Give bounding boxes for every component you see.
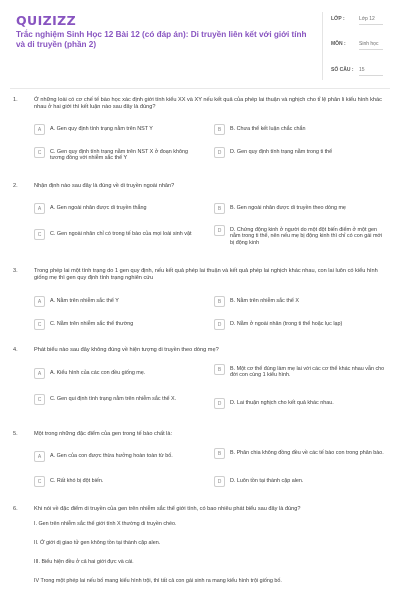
option-d[interactable] [214,225,386,246]
option-letter: A [34,203,45,214]
option-b[interactable] [214,124,386,135]
statement-1: I. Gen trên nhiễm sắc thể giới tính X thường di truyền chéo. [34,521,177,527]
option-text: B. Gen ngoài nhân được di truyền theo dòng mẹ [230,204,346,211]
option-text: C. Rất khó bị đột biến. [50,477,104,484]
meta-class-value: Lớp 12 [359,16,383,25]
option-text: A. Gen ngoài nhân được di truyền thẳng [50,204,147,211]
option-c[interactable] [34,319,204,330]
option-text: C. Gen ngoài nhân chỉ có trong tế bào của mọi loài sinh vật [50,230,192,237]
option-letter: A [34,124,45,135]
statement-4: IV Trong một phép lai nếu bố mang kiểu hình trội, thì tất cả con gái sinh ra mang kiểu hình trội giống bố. [34,578,282,584]
option-b[interactable] [214,296,386,307]
option-text: D. Nằm ở ngoài nhân (trong ti thể hoặc lục lạp) [230,320,343,327]
option-letter: D [214,319,225,330]
question-number: 6. [13,506,18,512]
option-d[interactable] [214,398,386,409]
statement-3: III. Biểu hiện đều ở cả hai giới đực và cái. [34,559,134,565]
question-text: Khi nói về đặc điểm di truyền của gen trên nhiễm sắc thể giới tính, có bao nhiêu phát biểu sau đây là đúng? [34,506,301,512]
option-text: B. Nằm trên nhiễm sắc thể X [230,297,299,304]
meta-count-label: SỐ CÂU : [331,67,354,73]
option-d[interactable] [214,147,386,158]
question-number: 2. [13,183,18,189]
option-text: B. Chưa thể kết luận chắc chắn [230,125,306,132]
option-c[interactable] [34,147,204,162]
option-c[interactable] [34,476,204,487]
option-a[interactable] [34,451,204,462]
option-text: C. Nằm trên nhiễm sắc thể thường [50,320,134,327]
option-b[interactable] [214,203,386,214]
option-letter: C [34,229,45,240]
option-letter: D [214,147,225,158]
quizizz-logo[interactable]: QUIZIZZ [16,13,77,28]
header-divider [10,88,390,89]
option-b[interactable] [214,364,386,379]
option-letter: B [214,296,225,307]
question-number: 1. [13,97,18,103]
option-letter: C [34,147,45,158]
option-text: A. Gen quy định tính trạng nằm trên NST Y [50,125,153,132]
question-number: 5. [13,431,18,437]
option-letter: D [214,398,225,409]
option-a[interactable] [34,203,204,214]
option-letter: A [34,296,45,307]
meta-count-value: 15 [359,67,383,76]
option-b[interactable] [214,448,386,459]
option-text: B. Phân chia không đồng đều về các tế bào con trong phân bào. [230,449,384,456]
header [0,0,400,88]
option-text: D. Chứng động kinh ở người do một đột biến điểm ở một gen nằm trong ti thể, nên nếu mẹ bị động kinh thì chỉ có con gái mới bị động kinh [230,226,383,246]
option-letter: A [34,368,45,379]
option-text: D. Luôn tồn tại thành cặp alen. [230,477,304,484]
meta-subject-value: Sinh học [359,41,383,50]
option-a[interactable] [34,296,204,307]
option-text: A. Kiểu hình của các con đều giống mẹ. [50,369,146,376]
option-text: D. Lai thuận nghịch cho kết quả khác nhau. [230,399,334,406]
question-text: Nhận định nào sau đây là đúng về di truyền ngoài nhân? [34,183,175,189]
option-text: D. Gen quy định tính trạng nằm trong ti thể [230,148,333,155]
option-letter: B [214,448,225,459]
option-letter: D [214,476,225,487]
option-letter: D [214,225,225,236]
question-text: Một trong những đặc điểm của gen trong tế bào chất là: [34,431,173,437]
option-c[interactable] [34,229,204,240]
question-number: 3. [13,268,18,274]
statement-2: II. Ở giới dị giao tử gen không tồn tại thành cặp alen. [34,540,161,546]
meta-class [331,16,383,25]
option-letter: B [214,364,225,375]
option-text: C. Gen quy định tính trạng nằm trên NST X ở đoạn không tương đồng với nhiễm sắc thể Y [50,148,188,161]
option-text: C. Gen qui định tính trạng nằm trên nhiễm sắc thể X. [50,395,177,402]
option-d[interactable] [214,476,386,487]
option-letter: C [34,319,45,330]
meta-subject-label: MÔN : [331,41,346,47]
question-text: Ở những loài có cơ chế tế bào học xác định giới tính kiểu XX và XY nếu kết quả của phép lai thuận và nghịch cho tỉ lệ phân li kiểu hình khác nhau ở hai giới thì kết luận nào sau đây là đúng? [34,97,382,110]
option-letter: A [34,451,45,462]
option-letter: C [34,476,45,487]
meta-subject [331,41,383,50]
option-d[interactable] [214,319,386,330]
option-letter: B [214,203,225,214]
meta-class-label: LỚP : [331,16,345,22]
option-text: A. Gen của con được thừa hưởng hoàn toàn từ bố. [50,452,173,459]
question-text: Trong phép lai một tính trạng do 1 gen quy định, nếu kết quả phép lai thuận và kết quả phép lai nghịch khác nhau, con lai luôn có kiểu hình giống mẹ thì gen quy định tính trạng nghiên cứu [34,268,378,281]
option-letter: C [34,394,45,405]
quiz-meta [322,12,392,80]
meta-count [331,67,383,76]
page-title: Trắc nghiệm Sinh Học 12 Bài 12 (có đáp án): Di truyền liên kết với giới tính và di truyền (phần 2) [16,30,307,49]
option-a[interactable] [34,368,204,379]
question-text: Phát biểu nào sau đây không đúng về hiện tượng di truyền theo dòng mẹ? [34,347,219,353]
option-c[interactable] [34,394,204,405]
option-a[interactable] [34,124,204,135]
option-text: A. Nằm trên nhiễm sắc thể Y [50,297,119,304]
option-letter: B [214,124,225,135]
option-text: B. Một cơ thể đúng làm mẹ lai với các cơ thể khác nhau vẫn cho đời con cùng 1 kiểu hình. [230,365,385,378]
question-number: 4. [13,347,18,353]
